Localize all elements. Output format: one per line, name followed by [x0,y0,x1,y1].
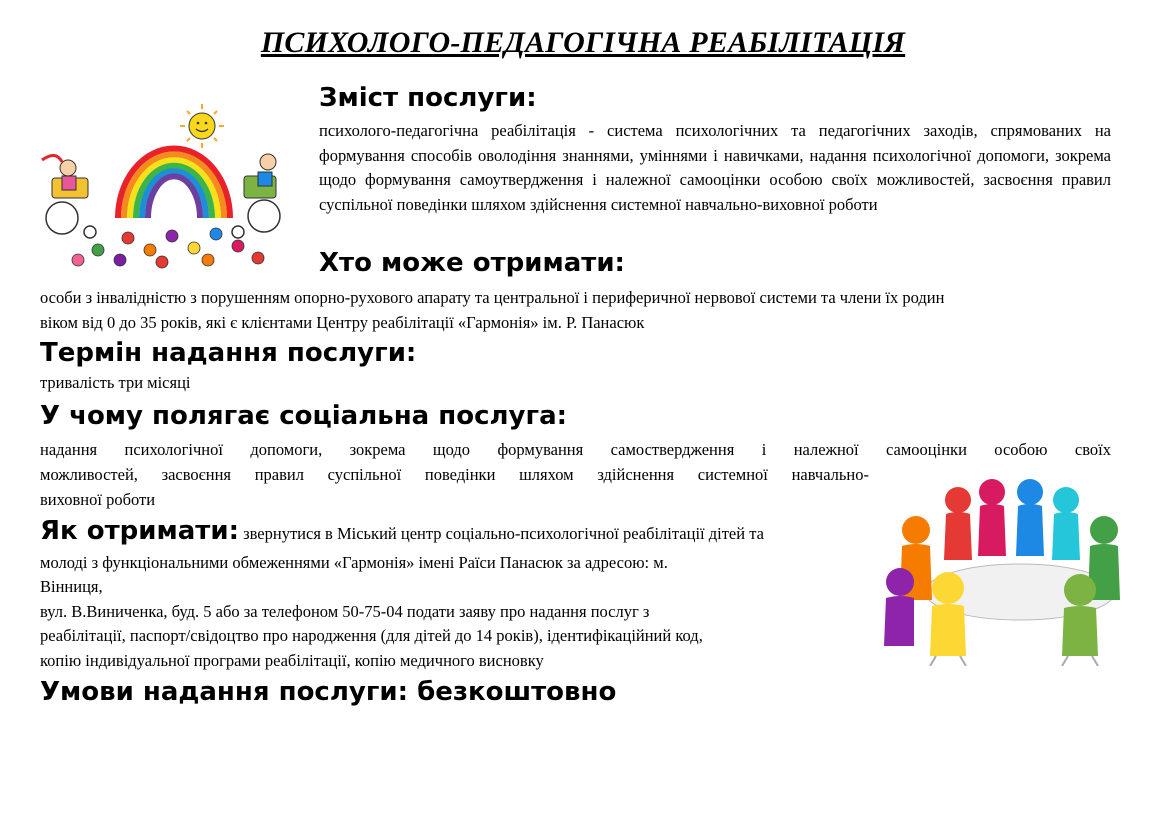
rainbow-children-illustration [38,100,284,272]
who-heading: Хто може отримати: [319,248,625,278]
how-text-line3: Вінниця, [40,577,103,596]
how-text-line5: реабілітації, паспорт/свідоцтво про народження (для дітей до 14 років), ідентифікаційний код, [40,626,703,645]
how-heading: Як отримати: [40,516,239,546]
who-text-line1: особи з інвалідністю з порушенням опорно-рухового апарату та центральної і периферичної нервової системи та члени їх родин [40,288,945,307]
term-heading: Термін надання послуги: [40,338,417,368]
content-text: психолого-педагогічна реабілітація - система психологічних та педагогічних заходів, спрямованих на формування способів оволодіння знаннями, уміннями і навичками, надання психологічної допомоги, зокрема щодо формування самоутвердження і належної самооцінки особою своїх можливостей, засвоєння правил суспільної поведінки шляхом здійснення системної навчально-виховної роботи [319,121,1111,214]
term-text: тривалість три місяці [40,373,191,392]
who-text-line2: віком від 0 до 35 років, які є клієнтами Центру реабілітації «Гармонія» ім. Р. Панасюк [40,313,645,332]
how-text-line1: звернутися в Міський центр соціально-психологічної реабілітації дітей та [238,524,764,543]
page-title: ПСИХОЛОГО-ПЕДАГОГІЧНА РЕАБІЛІТАЦІЯ [260,26,906,59]
how-text-line4: вул. В.Виниченка, буд. 5 або за телефоном 50-75-04 подати заяву про надання послуг з [40,602,650,621]
how-text-line2: молоді з функціональними обмеженнями «Гармонія» імені Раїси Панасюк за адресою: м. [40,553,668,572]
essence-text-line2: можливостей, засвоєння правил суспільної поведінки шляхом здійснення системної навчально- [40,465,869,484]
round-table-people-illustration [880,470,1152,666]
content-heading: Зміст послуги: [319,83,537,113]
conditions-heading: Умови надання послуги: безкоштовно [40,677,617,707]
essence-heading: У чому полягає соціальна послуга: [40,401,568,431]
essence-text-line3: виховної роботи [40,490,156,509]
how-block [40,514,764,551]
how-text-line6: копію індивідуальної програми реабілітації, копію медичного висновку [40,651,544,670]
essence-text-line1: надання психологічної допомоги, зокрема щодо формування самоствердження і належної самооцінки особою своїх [40,440,1111,459]
